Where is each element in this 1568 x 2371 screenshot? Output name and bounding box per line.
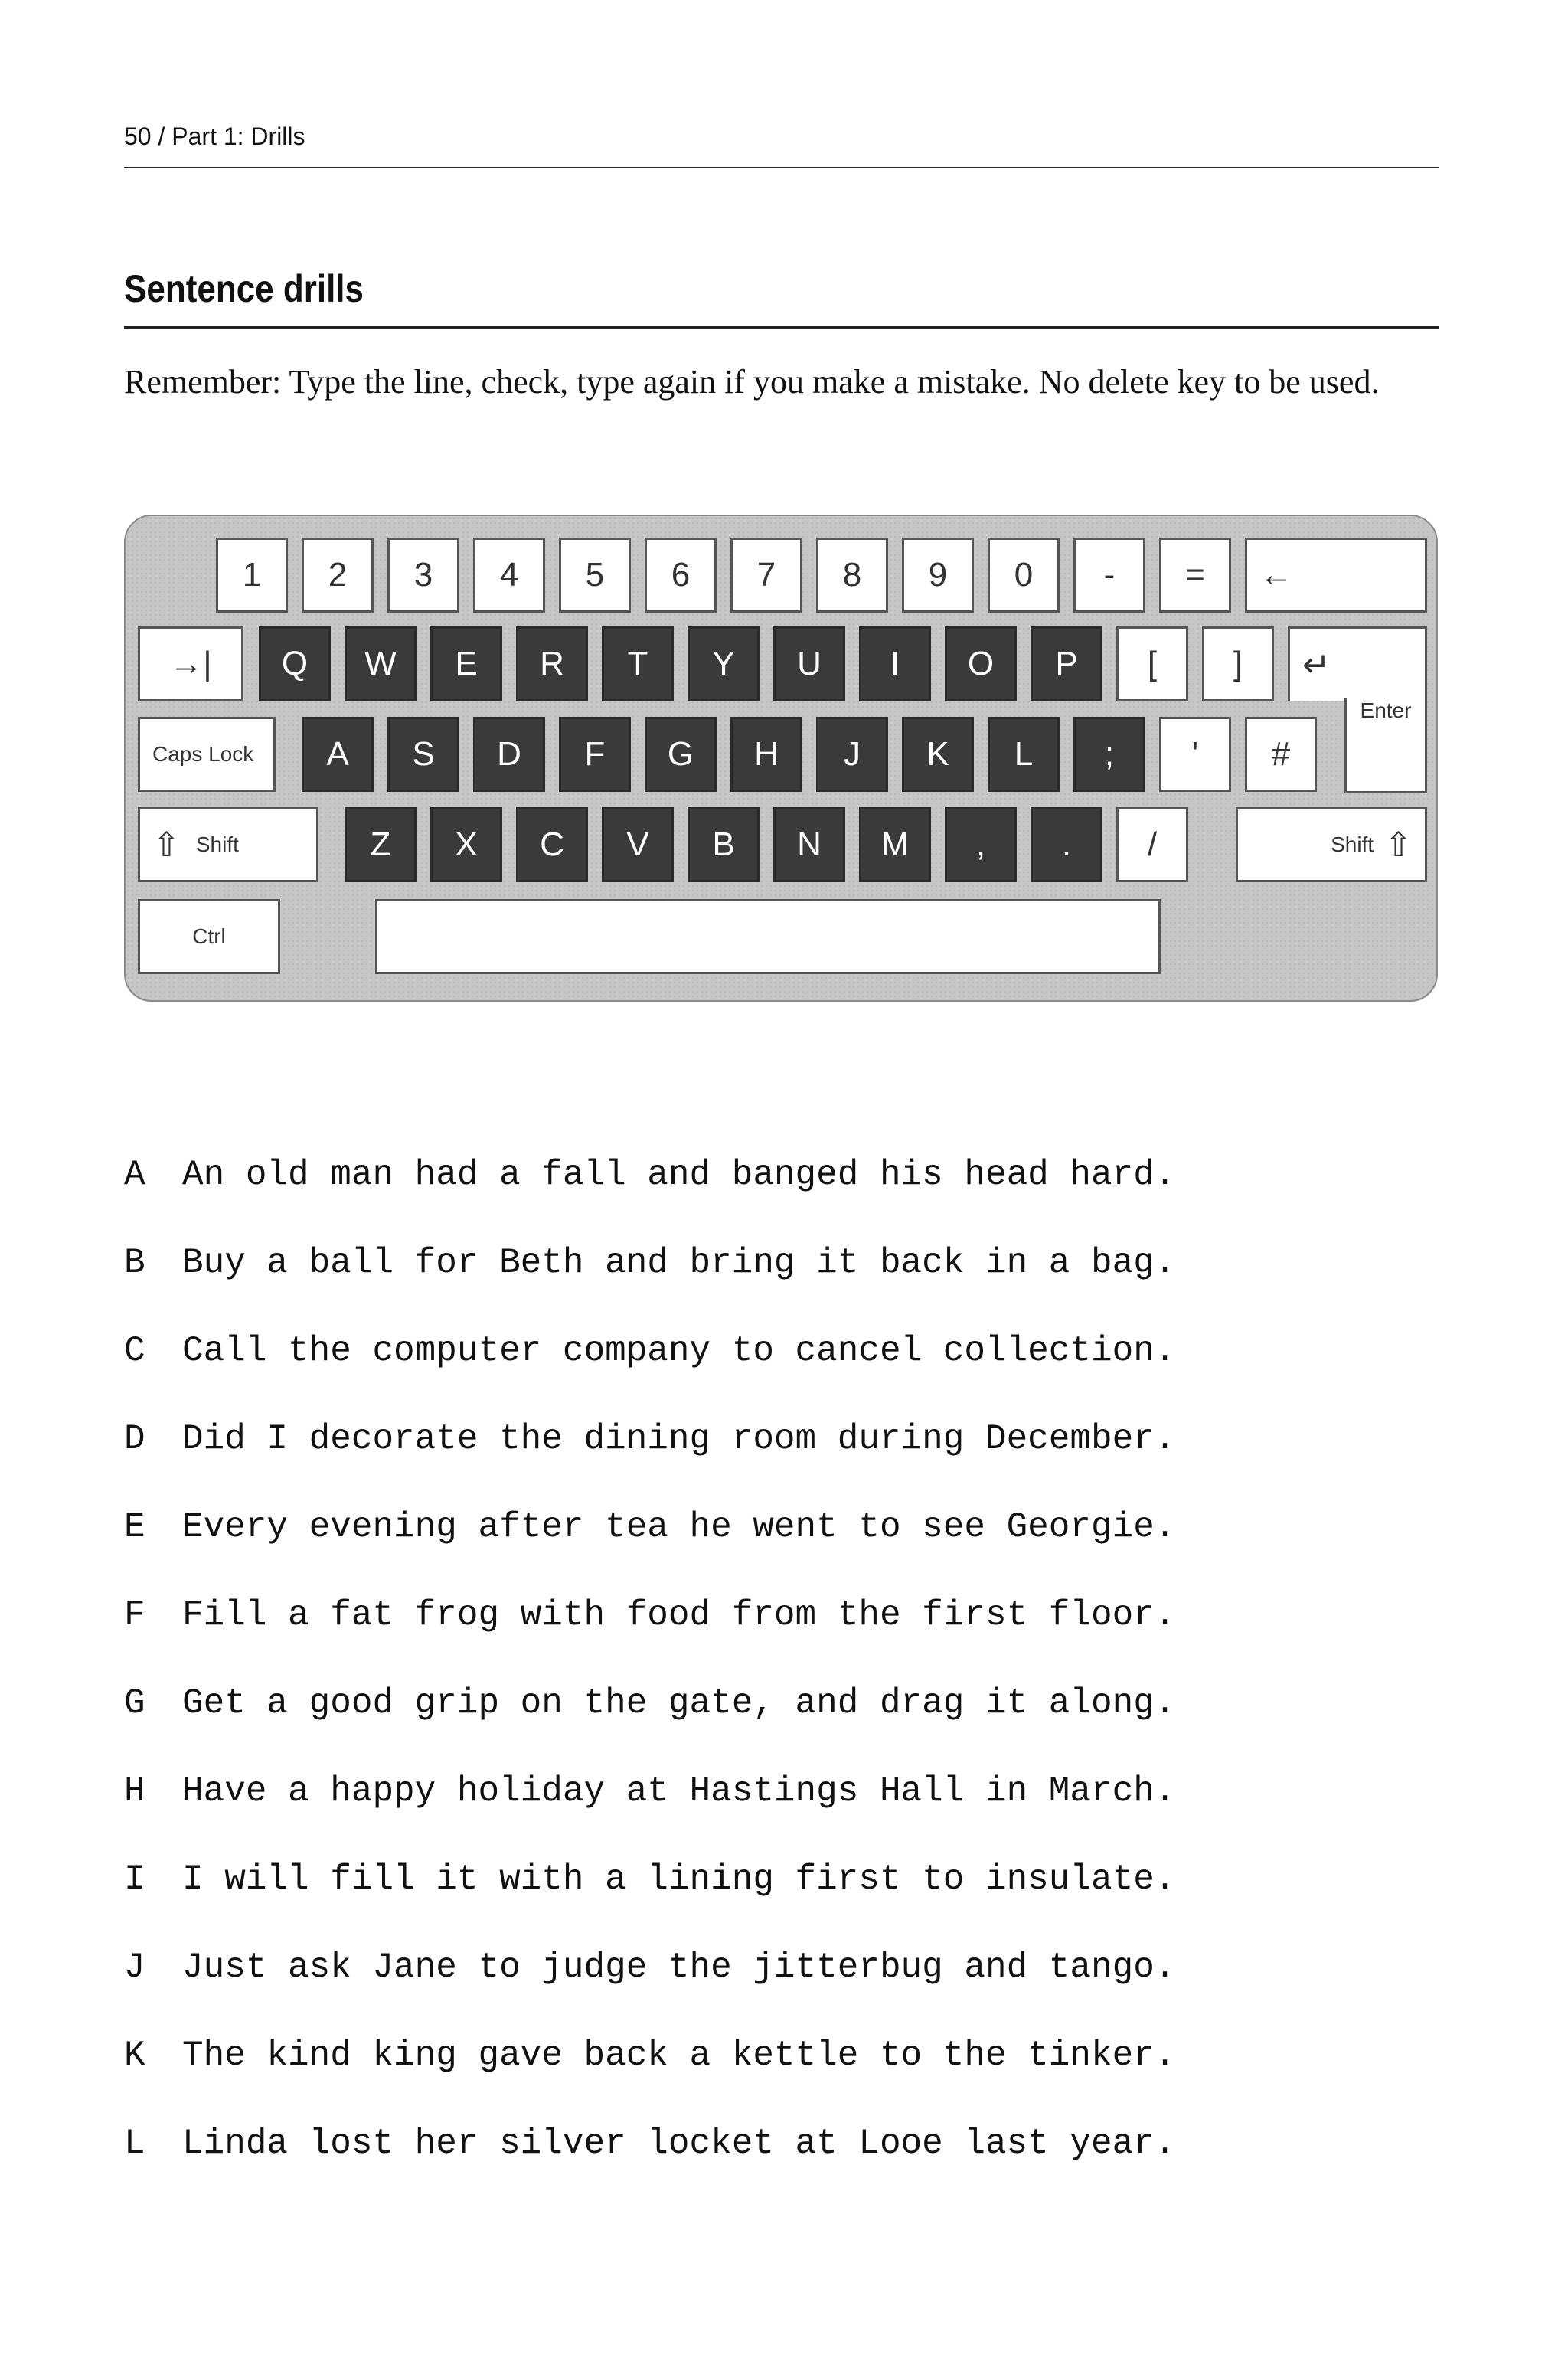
enter-arrow-icon: ↵ (1302, 646, 1331, 684)
drill-text: Did I decorate the dining room during December. (182, 1419, 1176, 1459)
drill-letter: F (124, 1595, 145, 1635)
instructions: Remember: Type the line, check, type again if you make a mistake. No delete key to be used. (124, 363, 1380, 401)
key-z: Z (345, 807, 416, 882)
key-l: L (988, 717, 1060, 792)
key-2: 2 (302, 538, 374, 613)
key-period: . (1031, 807, 1102, 882)
drill-text: Fill a fat frog with food from the first floor. (182, 1595, 1176, 1635)
key-v: V (602, 807, 674, 882)
shift-arrow-icon: ⇧ (1384, 826, 1413, 864)
caps-lock-key (138, 717, 276, 792)
key-f: F (559, 717, 631, 792)
key-9: 9 (902, 538, 974, 613)
shift-arrow-icon: ⇧ (152, 826, 181, 864)
key-t: T (602, 626, 674, 701)
drill-line (124, 1507, 1441, 1595)
enter-key (1344, 698, 1427, 793)
right-shift-key (1236, 807, 1427, 882)
drill-line (124, 1155, 1441, 1243)
key-comma: , (945, 807, 1017, 882)
drill-text: Buy a ball for Beth and bring it back in a bag. (182, 1243, 1176, 1283)
key-h: H (730, 717, 802, 792)
running-head: 50 / Part 1: Drills (124, 123, 305, 150)
drill-letter: K (124, 2036, 145, 2075)
tab-arrow-icon: →| (169, 645, 212, 682)
drill-letter: B (124, 1243, 145, 1283)
drill-line (124, 1771, 1441, 1859)
section-title: Sentence drills (124, 267, 364, 310)
caps-lock-label: Caps Lock (152, 742, 254, 766)
key-apostrophe: ' (1159, 717, 1231, 792)
key-d: D (473, 717, 545, 792)
drill-line (124, 1243, 1441, 1331)
drill-text: I will fill it with a lining first to insulate. (182, 1859, 1176, 1899)
drill-letter: H (124, 1771, 145, 1811)
key-b: B (688, 807, 760, 882)
key-equals: = (1159, 538, 1231, 613)
sentence-drill-list (124, 1155, 1441, 2212)
heading-rule (124, 326, 1439, 329)
backspace-key (1245, 538, 1427, 613)
key-g: G (645, 717, 717, 792)
key-4: 4 (473, 538, 545, 613)
key-y: Y (688, 626, 760, 701)
key-0: 0 (988, 538, 1060, 613)
key-k: K (902, 717, 974, 792)
key-q: Q (259, 626, 331, 701)
drill-text: Have a happy holiday at Hastings Hall in March. (182, 1771, 1176, 1811)
key-6: 6 (645, 538, 717, 613)
ctrl-label: Ctrl (192, 924, 226, 948)
key-semicolon: ; (1073, 717, 1145, 792)
drill-line (124, 1683, 1441, 1771)
key-w: W (345, 626, 416, 701)
drill-line (124, 1595, 1441, 1683)
drill-text: Linda lost her silver locket at Looe last year. (182, 2124, 1176, 2163)
drill-letter: E (124, 1507, 145, 1547)
left-shift-label: Shift (195, 832, 239, 856)
key-c: C (516, 807, 588, 882)
key-n: N (773, 807, 845, 882)
drill-line (124, 1419, 1441, 1507)
right-shift-label: Shift (1331, 832, 1374, 856)
drill-text: An old man had a fall and banged his head hard. (182, 1155, 1176, 1195)
key-minus: - (1073, 538, 1145, 613)
key-i: I (859, 626, 931, 701)
key-j: J (816, 717, 888, 792)
key-a: A (302, 717, 374, 792)
key-3: 3 (387, 538, 459, 613)
key-x: X (430, 807, 502, 882)
drill-line (124, 2124, 1441, 2212)
drill-letter: J (124, 1947, 145, 1987)
drill-letter: G (124, 1683, 145, 1723)
left-shift-key (138, 807, 318, 882)
keyboard-diagram (124, 515, 1438, 1002)
key-s: S (387, 717, 459, 792)
key-8: 8 (816, 538, 888, 613)
header-rule (124, 167, 1439, 168)
drill-letter: I (124, 1859, 145, 1899)
key-slash: / (1116, 807, 1188, 882)
drill-letter: L (124, 2124, 145, 2163)
drill-line (124, 1859, 1441, 1947)
key-u: U (773, 626, 845, 701)
backspace-arrow-icon: ← (1259, 556, 1293, 594)
drill-text: Every evening after tea he went to see Georgie. (182, 1507, 1176, 1547)
drill-line (124, 2036, 1441, 2124)
drill-text: Get a good grip on the gate, and drag it along. (182, 1683, 1176, 1723)
key-5: 5 (559, 538, 631, 613)
key-right-bracket: ] (1202, 626, 1274, 701)
key-m: M (859, 807, 931, 882)
drill-letter: A (124, 1155, 145, 1195)
enter-label: Enter (1360, 698, 1412, 722)
drill-text: The kind king gave back a kettle to the tinker. (182, 2036, 1176, 2075)
key-1: 1 (216, 538, 288, 613)
tab-key (138, 626, 243, 701)
key-hash: # (1245, 717, 1317, 792)
drill-line (124, 1331, 1441, 1419)
drill-text: Call the computer company to cancel collection. (182, 1331, 1176, 1371)
enter-key-top (1288, 626, 1427, 701)
key-p: P (1031, 626, 1102, 701)
drill-line (124, 1947, 1441, 2036)
space-bar (375, 899, 1161, 974)
ctrl-key (138, 899, 280, 974)
key-7: 7 (730, 538, 802, 613)
key-o: O (945, 626, 1017, 701)
key-r: R (516, 626, 588, 701)
drill-letter: D (124, 1419, 145, 1459)
drill-letter: C (124, 1331, 145, 1371)
key-left-bracket: [ (1116, 626, 1188, 701)
key-e: E (430, 626, 502, 701)
drill-text: Just ask Jane to judge the jitterbug and tango. (182, 1947, 1176, 1987)
